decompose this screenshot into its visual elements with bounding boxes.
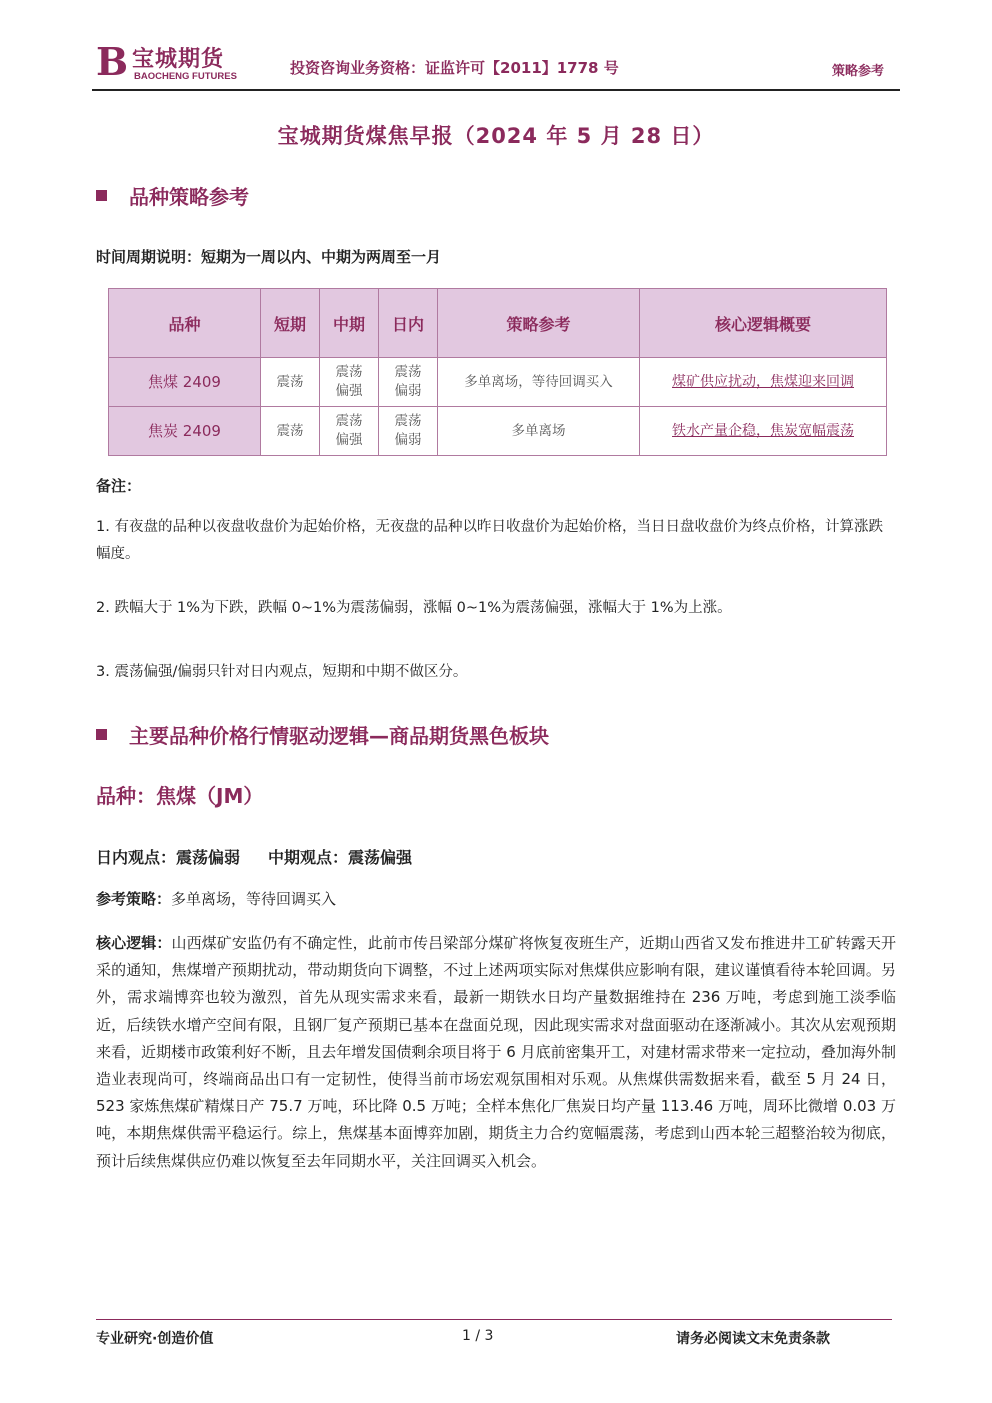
logo-chinese-name: 宝城期货	[132, 47, 225, 72]
core-logic-text: 山西煤矿安监仍有不确定性，此前市传吕梁部分煤矿将恢复夜班生产，近期山西省又发布推进井工矿转露天开采的通知，焦煤增产预期扰动，带动期货向下调整，不过上述两项实际对焦煤供应影响有限，建议谨慎看待本轮回调。另外，需求端博弈也较为激烈，首先从现实需求来看，最新一期铁水日均产量数据维持在 236 万吨，考虑到施工淡季临近，后续铁水增产空间有限，且钢厂复产预期已基本在盘面兑现，因此现实需求对盘面驱动在逐渐减小。其次从宏观预期来看，近期楼市政策利好不断，且去年增发国债剩余项目将于 6 月底前密集开工，对建材需求带来一定拉动，叠加海外制造业表现尚可，终端商品出口有一定韧性，使得当前市场宏观氛围相对乐观。从焦煤供需数据来看，截至 5 月 24 日，523 家炼焦煤矿精煤日产 75.7 万吨，环比降 0.5 万吨；全样本焦化厂焦炭日均产量 113.46 万吨，周环比微增 0.03 万吨，本期焦煤供需平稳运行。综上，焦煤基本面博弈加剧，期货主力合约宽幅震荡，考虑到山西本轮三超整治较为彻底，预计后续焦煤供应仍难以恢复至去年同期水平，关注回调买入机会。	[96, 934, 896, 1170]
report-title: 宝城期货煤焦早报（2024 年 5 月 28 日）	[277, 124, 715, 148]
cell-mid-text: 震荡偏强	[335, 413, 363, 448]
cell-strategy: 多单离场	[438, 407, 640, 456]
remark-item: 3. 震荡偏强/偏弱只针对日内观点，短期和中期不做区分。	[96, 664, 468, 680]
footer-disclaimer-note: 请务必阅读文末免责条款	[676, 1331, 830, 1347]
remarks-label: 备注：	[96, 477, 142, 495]
cell-mid-text: 震荡偏强	[335, 364, 363, 399]
page-number: 1 / 3	[462, 1328, 494, 1344]
col-header-short: 短期	[261, 289, 320, 358]
views-line	[96, 845, 412, 868]
footer-slogan: 专业研究·创造价值	[96, 1331, 214, 1347]
remark-item: 2. 跌幅大于 1%为下跌，跌幅 0~1%为震荡偏弱，涨幅 0~1%为震荡偏强，涨幅大于 1%为上涨。	[96, 600, 732, 616]
header-tag: 策略参考	[832, 64, 885, 79]
table-header-row	[109, 289, 887, 358]
logo-english-name: BAOCHENG FUTURES	[134, 71, 237, 82]
company-logo	[96, 40, 256, 88]
section-heading-text: 品种策略参考	[129, 185, 249, 209]
cell-variety: 焦炭 2409	[109, 407, 261, 456]
cell-variety: 焦煤 2409	[109, 358, 261, 407]
cell-intraday	[379, 358, 438, 407]
cell-intraday-text: 震荡偏弱	[394, 364, 422, 399]
cell-intraday	[379, 407, 438, 456]
period-note: 时间周期说明：短期为一周以内、中期为两周至一月	[96, 248, 442, 266]
cell-mid	[320, 358, 379, 407]
section-heading-drivers	[96, 720, 549, 749]
variety-heading: 品种：焦煤（JM）	[96, 784, 264, 808]
col-header-variety: 品种	[109, 289, 261, 358]
intraday-view: 日内观点：震荡偏弱	[96, 848, 241, 867]
core-logic-paragraph	[96, 930, 896, 1175]
reference-strategy	[96, 888, 336, 909]
cell-intraday-text: 震荡偏弱	[394, 413, 422, 448]
cell-logic-link[interactable]: 铁水产量企稳，焦炭宽幅震荡	[640, 407, 887, 456]
col-header-mid: 中期	[320, 289, 379, 358]
strategy-text: 多单离场，等待回调买入	[171, 890, 337, 908]
cell-logic-link[interactable]: 煤矿供应扰动，焦煤迎来回调	[640, 358, 887, 407]
strategy-label: 参考策略：	[96, 890, 172, 908]
header-divider	[92, 89, 900, 91]
cell-strategy: 多单离场，等待回调买入	[438, 358, 640, 407]
section-heading-strategy	[96, 181, 249, 210]
remark-item: 1. 有夜盘的品种以夜盘收盘价为起始价格，无夜盘的品种以昨日收盘价为起始价格，当日日盘收盘价为终点价格，计算涨跌幅度。	[96, 519, 883, 562]
col-header-logic: 核心逻辑概要	[640, 289, 887, 358]
section-bullet-icon	[96, 190, 107, 201]
cell-short: 震荡	[261, 358, 320, 407]
table-row	[109, 358, 887, 407]
col-header-intraday: 日内	[379, 289, 438, 358]
cell-short: 震荡	[261, 407, 320, 456]
mid-term-view: 中期观点：震荡偏强	[268, 848, 413, 867]
cell-mid	[320, 407, 379, 456]
core-logic-label: 核心逻辑：	[96, 934, 172, 952]
strategy-table	[108, 288, 887, 456]
table-row	[109, 407, 887, 456]
license-text: 投资咨询业务资格：证监许可【2011】1778 号	[290, 59, 619, 77]
col-header-strategy: 策略参考	[438, 289, 640, 358]
logo-mark: B	[96, 39, 129, 84]
section-heading-text: 主要品种价格行情驱动逻辑—商品期货黑色板块	[129, 724, 549, 748]
footer-divider	[96, 1319, 892, 1320]
section-bullet-icon	[96, 729, 107, 740]
